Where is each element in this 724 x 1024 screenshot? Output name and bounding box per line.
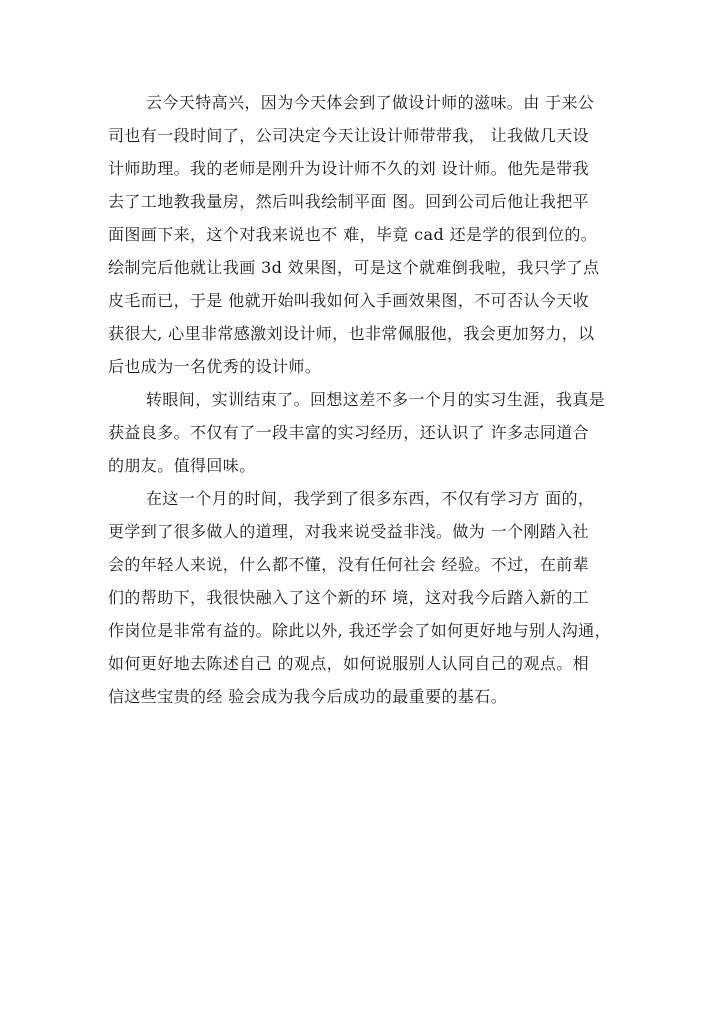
paragraph-lessons-learned — [108, 482, 638, 713]
text-line: 转眼间，实训结束了。回想这差不多一个月的实习生涯，我真是 — [146, 390, 606, 409]
text-line: 的朋友。值得回味。 — [108, 456, 256, 475]
text-line: 计师助理。我的老师是刚升为设计师不久的刘 设计师。他先是带我 — [108, 159, 590, 178]
text-line: 更学到了很多做人的道理，对我来说受益非浅。做为 一个刚踏入社 — [108, 522, 590, 541]
paragraph-training-end — [108, 383, 638, 482]
text-line: 去了工地教我量房，然后叫我绘制平面 图。回到公司后他让我把平 — [108, 192, 590, 211]
text-line: 作岗位是非常有益的。除此以外, 我还学会了如何更好地与别人沟通， — [108, 621, 611, 640]
text-line: 获很大, 心里非常感激刘设计师，也非常佩服他，我会更加努力，以 — [108, 324, 595, 343]
text-line: 信这些宝贵的经 验会成为我今后成功的最重要的基石。 — [108, 687, 508, 706]
text-line: 面图画下来，这个对我来说也不 难，毕竟 cad 还是学的很到位的。 — [108, 225, 598, 244]
text-line: 云今天特高兴，因为今天体会到了做设计师的滋味。由 于来公 — [146, 93, 595, 112]
text-line: 皮毛而已，于是 他就开始叫我如何入手画效果图，不可否认今天收 — [108, 291, 590, 310]
text-line: 司也有一段时间了，公司决定今天让设计师带带我， 让我做几天设 — [108, 126, 590, 145]
paragraph-design-assistant — [108, 86, 638, 383]
text-line: 在这一个月的时间，我学到了很多东西，不仅有学习方 面的， — [146, 489, 595, 508]
text-line: 后也成为一名优秀的设计师。 — [108, 357, 322, 376]
document-body — [108, 86, 638, 713]
text-line: 会的年轻人来说，什么都不懂，没有任何社会 经验。不过，在前辈 — [108, 555, 590, 574]
text-line: 如何更好地去陈述自己 的观点，如何说服别人认同自己的观点。相 — [108, 654, 590, 673]
text-line: 们的帮助下，我很快融入了这个新的环 境，这对我今后踏入新的工 — [108, 588, 590, 607]
text-line: 获益良多。不仅有了一段丰富的实习经历，还认识了 许多志同道合 — [108, 423, 590, 442]
text-line: 绘制完后他就让我画 3d 效果图，可是这个就难倒我啦，我只学了点 — [108, 258, 600, 277]
